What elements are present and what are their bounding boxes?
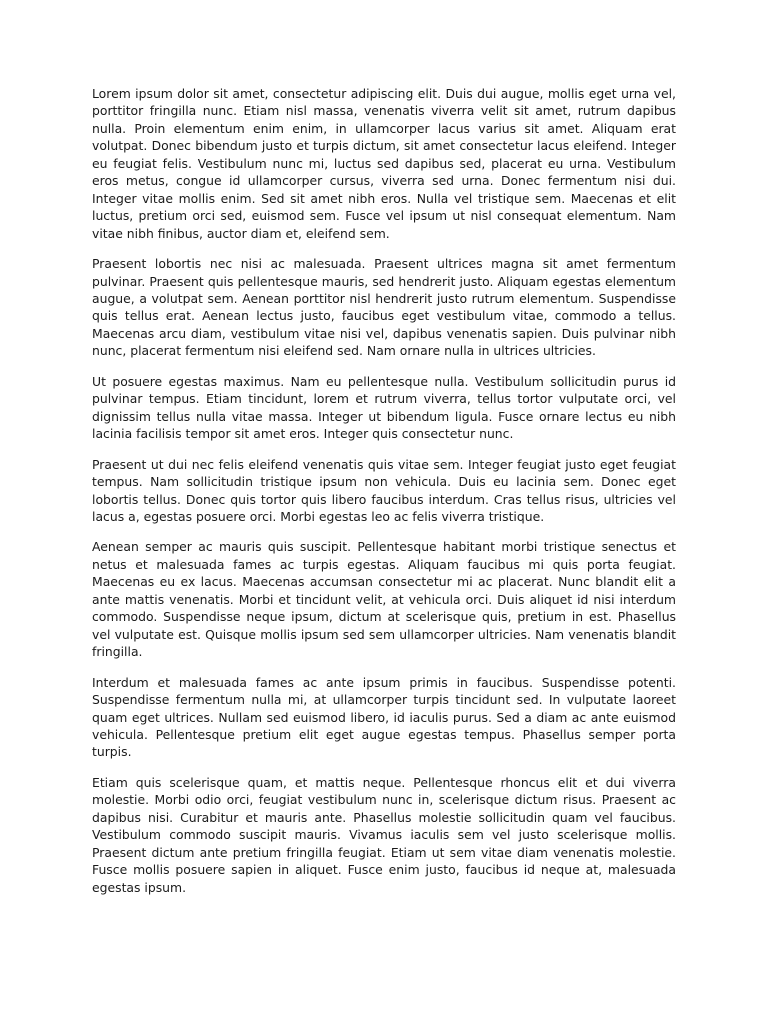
paragraph-3: Ut posuere egestas maximus. Nam eu pellentesque nulla. Vestibulum sollicitudin purus id pulvinar tempus. Etiam tincidunt, lorem et rutrum viverra, tellus tortor vulputate orci, vel dignissim tellus nulla vitae massa. Integer ut bibendum ligula. Fusce ornare lectus eu nibh lacinia facilisis tempor sit amet eros. Integer quis consectetur nunc. bbox=[92, 373, 676, 442]
paragraph-7: Etiam quis scelerisque quam, et mattis neque. Pellentesque rhoncus elit et dui viverra molestie. Morbi odio orci, feugiat vestibulum nunc in, scelerisque dictum risus. Praesent ac dapibus nisi. Curabitur et mauris ante. Phasellus molestie sollicitudin quam vel faucibus. Vestibulum commodo suscipit mauris. Vivamus iaculis sem vel justo scelerisque mollis. Praesent dictum ante pretium fringilla feugiat. Etiam ut sem vitae diam venenatis molestie. Fusce mollis posuere sapien in aliquet. Fusce enim justo, faucibus id neque at, malesuada egestas ipsum. bbox=[92, 774, 676, 895]
paragraph-2: Praesent lobortis nec nisi ac malesuada. Praesent ultrices magna sit amet fermentum pulvinar. Praesent quis pellentesque mauris, sed hendrerit justo. Aliquam egestas elementum augue, a volutpat sem. Aenean porttitor nisl hendrerit justo rutrum elementum. Suspendisse quis tellus erat. Aenean lectus justo, faucibus eget vestibulum vitae, commodo a tellus. Maecenas arcu diam, vestibulum vitae nisi vel, dapibus venenatis sapien. Duis pulvinar nibh nunc, placerat fermentum nisi eleifend sed. Nam ornare nulla in ultrices ultricies. bbox=[92, 256, 676, 359]
paragraph-6: Interdum et malesuada fames ac ante ipsum primis in faucibus. Suspendisse potenti. Suspendisse fermentum nulla mi, at ullamcorper turpis tincidunt sed. In vulputate laoreet quam eget ultrices. Nullam sed euismod libero, id iaculis purus. Sed a diam ac ante euismod vehicula. Pellentesque pretium elit eget augue egestas tempus. Phasellus semper porta turpis. bbox=[92, 674, 676, 760]
paragraph-1: Lorem ipsum dolor sit amet, consectetur adipiscing elit. Duis dui augue, mollis eget urna vel, porttitor fringilla nunc. Etiam nisl massa, venenatis viverra velit sit amet, rutrum dapibus nulla. Proin elementum enim enim, in ullamcorper lacus varius sit amet. Aliquam erat volutpat. Donec bibendum justo et turpis dictum, sit amet consectetur lacus eleifend. Integer eu feugiat felis. Vestibulum nunc mi, luctus sed dapibus sed, placerat eu urna. Vestibulum eros metus, congue id ullamcorper cursus, viverra sed urna. Donec fermentum nisi dui. Integer vitae mollis enim. Sed sit amet nibh eros. Nulla vel tristique sem. Maecenas et elit luctus, pretium orci sed, euismod sem. Fusce vel ipsum ut nisl consequat elementum. Nam vitae nibh finibus, auctor diam et, eleifend sem. bbox=[92, 86, 676, 241]
paragraph-5: Aenean semper ac mauris quis suscipit. Pellentesque habitant morbi tristique senectus et netus et malesuada fames ac turpis egestas. Aliquam faucibus mi quis porta feugiat. Maecenas eu ex lacus. Maecenas accumsan consectetur mi ac placerat. Nunc blandit elit a ante mattis venenatis. Morbi et tincidunt velit, at vehicula orci. Duis aliquet id nisi interdum commodo. Suspendisse neque ipsum, dictum at scelerisque quis, pretium in est. Phasellus vel vulputate est. Quisque mollis ipsum sed sem ullamcorper ultricies. Nam venenatis blandit fringilla. bbox=[92, 539, 676, 660]
paragraph-4: Praesent ut dui nec felis eleifend venenatis quis vitae sem. Integer feugiat justo eget feugiat tempus. Nam sollicitudin tristique ipsum non vehicula. Duis eu lacinia sem. Donec eget lobortis tellus. Donec quis tortor quis libero faucibus interdum. Cras tellus risus, ultricies vel lacus a, egestas posuere orci. Morbi egestas leo ac felis viverra tristique. bbox=[92, 456, 676, 524]
document-page bbox=[92, 85, 676, 909]
